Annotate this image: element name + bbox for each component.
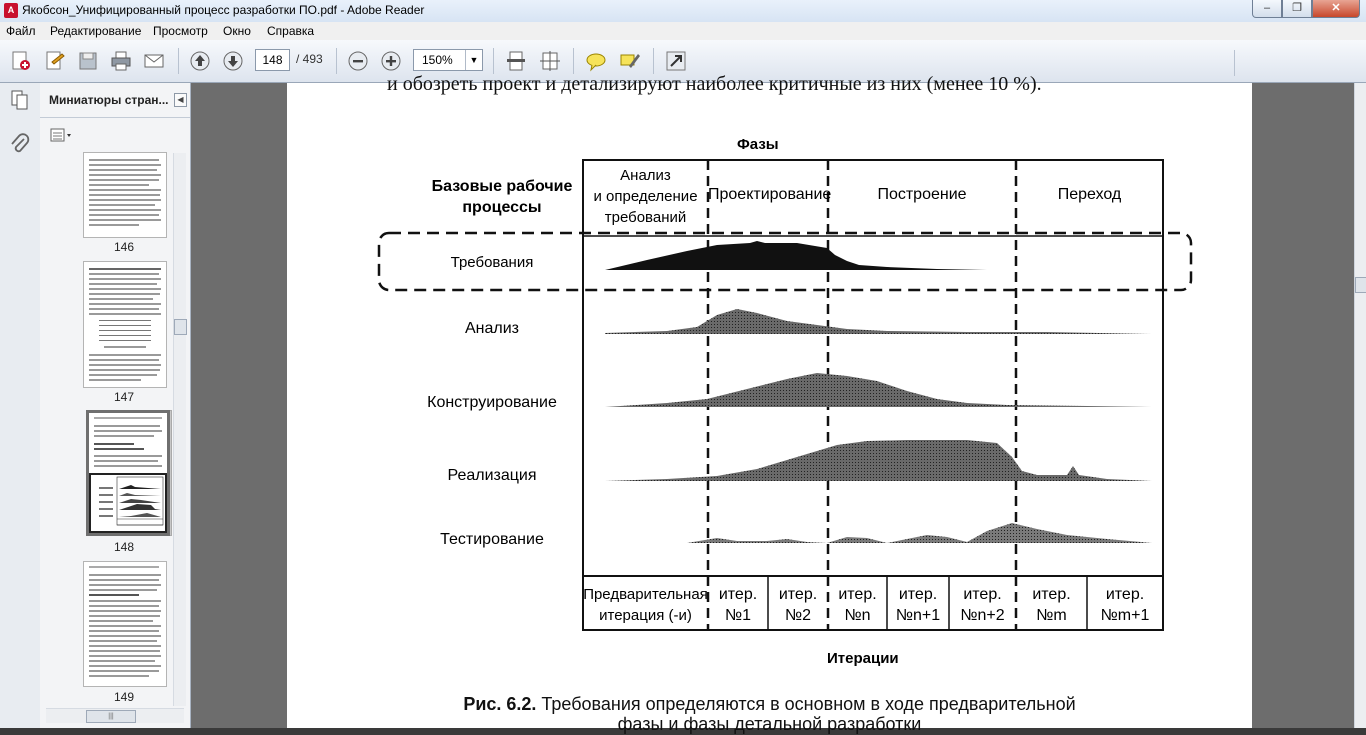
highlight-icon[interactable] [617,48,643,74]
edit-pdf-icon[interactable] [42,48,68,74]
iteration-m: итер. №m [1032,586,1071,624]
print-icon[interactable] [108,48,134,74]
create-pdf-icon[interactable] [8,48,34,74]
menu-edit[interactable]: Редактирование [50,24,142,38]
workflow-implementation: Реализация [447,467,537,484]
phase-elaboration: Проектирование [708,186,832,203]
body-text-line: и обозреть проект и детализируют наиболее критичные из них (менее 10 %). [387,73,1042,95]
iteration-m-plus-1: итер. №m+1 [1100,586,1150,624]
next-page-icon[interactable] [220,48,246,74]
thumbnail-page-148[interactable] [86,410,170,536]
toolbar-separator [336,48,337,74]
thumbnails-header [40,83,190,118]
toolbar-separator [178,48,179,74]
thumbnail-label-148: 148 [113,540,135,554]
page-count: / 493 [296,52,323,66]
zoom-select[interactable] [413,49,483,71]
toolbar-separator [1234,50,1235,76]
menu-view[interactable]: Просмотр [153,24,208,38]
thumbnail-options-icon[interactable] [50,127,76,143]
document-viewport[interactable] [191,73,1354,734]
pdf-page [287,73,1252,734]
zoom-out-icon[interactable] [345,48,371,74]
thumbnails-hscrollbar[interactable] [46,708,184,723]
iteration-1: итер. №1 [718,586,758,624]
fit-page-icon[interactable] [537,48,563,74]
page-number-input[interactable]: 148 [255,49,290,71]
workflows-header: Базовые рабочие процессы [431,178,573,216]
collapse-panel-icon[interactable]: ◀ [174,93,187,107]
figure-caption: Рис. 6.2. Требования определяются в основном в ходе предварительной [463,694,1076,714]
title-bar [0,0,1366,23]
thumbnail-page-149[interactable] [83,561,167,687]
thumbnail-label-147: 147 [113,390,135,404]
iteration-preliminary: Предварительная итерация (-и) [583,586,708,624]
scrollbar-thumb[interactable] [174,319,187,335]
chevron-down-icon[interactable]: ▼ [465,50,482,70]
iteration-n-plus-2: итер. №n+2 [960,586,1005,624]
thumbnail-label-149: 149 [113,690,135,704]
adobe-reader-icon: A [4,3,18,18]
phase-inception: Анализ и определение требований [593,167,698,226]
scrollbar-thumb[interactable] [1355,277,1366,293]
thumbnail-page-147[interactable] [83,261,167,388]
close-button[interactable]: ✕ [1312,0,1360,18]
save-icon[interactable] [75,48,101,74]
x-axis-label: Итерации [827,650,899,667]
menu-bar [0,22,1366,40]
menu-help[interactable]: Справка [267,24,315,38]
fit-width-icon[interactable] [503,48,529,74]
minimize-button[interactable]: – [1252,0,1282,18]
iteration-n: итер. №n [838,586,877,624]
attachment-icon[interactable] [9,133,31,155]
menu-file[interactable]: Файл [6,24,36,38]
phase-construction: Построение [877,186,967,203]
email-icon[interactable] [141,48,167,74]
page-thumbnails-icon[interactable] [9,89,31,111]
figure-title: Фазы [737,136,779,153]
maximize-button[interactable]: ❐ [1282,0,1312,18]
window-controls [1252,0,1360,18]
workflow-requirements: Требования [450,254,534,271]
workflow-test: Тестирование [440,531,544,548]
phase-transition: Переход [1057,186,1122,203]
window-title: Якобсон_Унифицированный процесс разработки ПО.pdf - Adobe Reader [22,3,425,17]
expand-icon[interactable] [663,48,689,74]
workflow-analysis: Анализ [464,320,519,337]
toolbar-separator [573,48,574,74]
toolbar-separator [493,48,494,74]
prev-page-icon[interactable] [187,48,213,74]
iteration-n-plus-1: итер. №n+1 [895,586,941,624]
comment-icon[interactable] [583,48,609,74]
figure-caption-line2: фазы и фазы детальной разработки [617,714,922,734]
scrollbar-thumb[interactable]: ||| [86,710,136,723]
zoom-in-icon[interactable] [378,48,404,74]
menu-window[interactable]: Окно [223,24,251,38]
thumbnail-page-146[interactable] [83,152,167,238]
iteration-2: итер. №2 [778,586,818,624]
navigation-strip [0,83,41,728]
thumbnails-panel [40,83,191,728]
zoom-value: 150% [422,53,453,67]
thumbnail-label-146: 146 [113,240,135,254]
thumbnails-title: Миниатюры стран... [49,93,169,107]
workflow-design: Конструирование [427,394,557,411]
document-scrollbar[interactable] [1354,83,1366,728]
toolbar-separator [653,48,654,74]
thumbnails-scrollbar[interactable] [173,153,186,706]
